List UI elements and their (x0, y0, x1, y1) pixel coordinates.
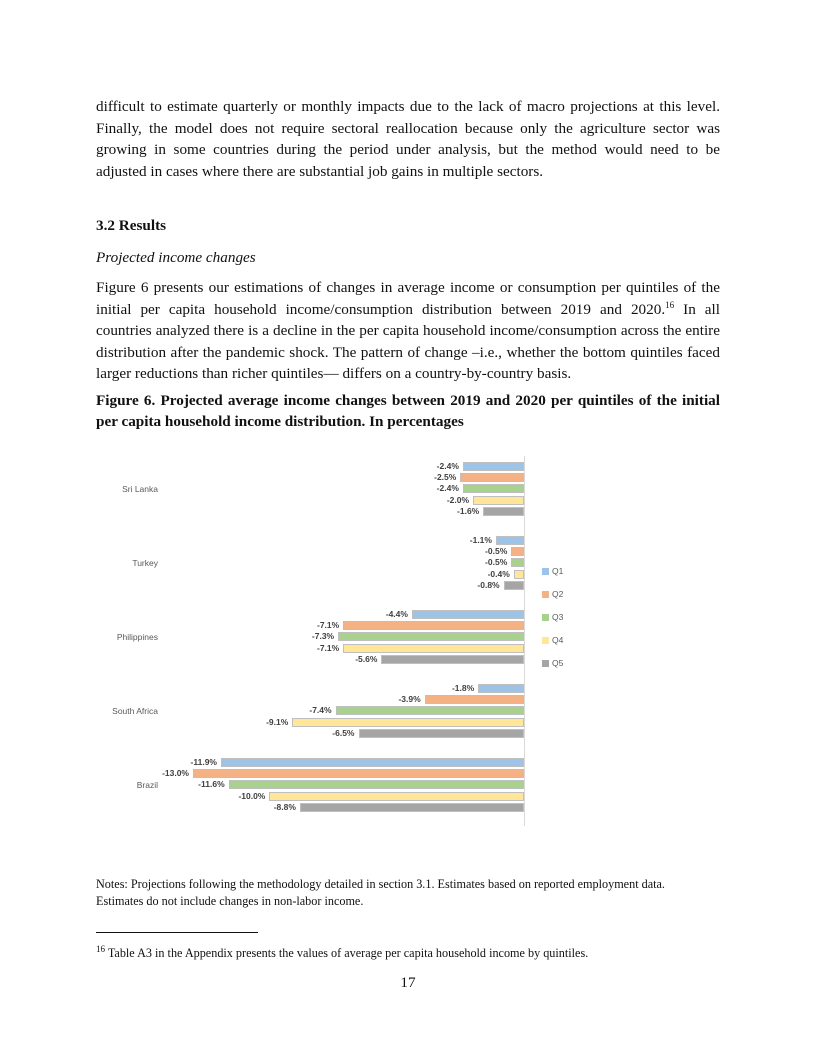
bar-q1 (478, 684, 524, 693)
bar-q2 (343, 621, 524, 630)
category-label: South Africa (112, 706, 158, 716)
data-label: -10.0% (238, 790, 266, 801)
bar-q5 (483, 507, 524, 516)
bar-q2 (193, 769, 524, 778)
results-paragraph (96, 277, 720, 385)
category-label: Brazil (136, 780, 158, 790)
footnote (96, 943, 589, 961)
intro-paragraph (96, 96, 720, 182)
data-label: -7.1% (317, 642, 340, 653)
data-label: -7.1% (317, 620, 340, 631)
category-label: Turkey (132, 558, 158, 568)
data-label: -0.5% (485, 557, 508, 568)
bar-q3 (463, 484, 524, 493)
category-label: Philippines (116, 632, 158, 642)
legend-item-q5 (542, 658, 563, 668)
data-label: -1.8% (451, 683, 475, 693)
chart-zero-axis (524, 456, 525, 826)
page-number: 17 (400, 974, 416, 991)
bar-q5 (504, 581, 524, 590)
bar-q4 (292, 718, 524, 727)
bar-q2 (511, 547, 524, 556)
notes-line-2: Estimates do not include changes in non-labor income. (96, 894, 364, 908)
bar-q3 (511, 558, 524, 567)
data-label: -1.1% (469, 535, 492, 545)
data-label: -2.5% (434, 472, 457, 483)
intro-line: growing in some countries during the period under analysis, but the method would need to be (96, 141, 720, 158)
legend-swatch-icon (542, 614, 549, 621)
intro-line: difficult to estimate quarterly or monthly impacts due to the lack of macro projections at this level. (96, 98, 720, 115)
subsection-heading: Projected income changes (96, 249, 256, 266)
legend-swatch-icon (542, 591, 549, 598)
legend-item-q2 (542, 589, 563, 599)
bar-q4 (343, 644, 524, 653)
bar-chart (96, 448, 616, 828)
data-label: -0.4% (487, 568, 510, 579)
data-label: -0.8% (477, 579, 500, 590)
data-label: -2.4% (436, 461, 459, 471)
figure-notes (96, 876, 736, 910)
results-text-part2: In all countries analyzed there is a decline in the per capita household income/consumption across the entire distribution after the pandemic shock. The pattern of change –i.e., whether the bottom quintiles faced larger reductions than richer quintiles— differs on a country-by-country basis. (96, 300, 720, 382)
bar-q1 (496, 536, 524, 545)
data-label: -2.4% (436, 483, 459, 494)
bar-q5 (359, 729, 525, 738)
footnote-divider (96, 932, 258, 933)
bar-q5 (381, 655, 524, 664)
intro-line: Finally, the model does not require sectoral reallocation because only the agriculture sector was (96, 119, 720, 137)
legend-label: Q1 (552, 566, 564, 576)
bar-q4 (269, 792, 524, 801)
bar-q3 (336, 706, 524, 715)
data-label: -4.4% (385, 609, 408, 619)
bar-q3 (229, 780, 524, 789)
data-label: -0.5% (485, 546, 508, 557)
bar-q1 (412, 610, 524, 619)
notes-line-1: Notes: Projections following the methodology detailed in section 3.1. Estimates based on reported employment data. (96, 877, 665, 891)
data-label: -3.9% (398, 694, 421, 705)
data-label: -8.8% (273, 801, 296, 812)
results-text-part1: Figure 6 presents our estimations of changes in average income or consumption per quintiles of the initial per capita household income/consumption distribution between 2019 and 2020. (96, 279, 720, 318)
data-label: -11.6% (198, 779, 225, 790)
data-label: -7.3% (311, 631, 335, 642)
legend-swatch-icon (542, 568, 549, 575)
bar-q1 (221, 758, 524, 767)
bar-q2 (460, 473, 524, 482)
footnote-text: Table A3 in the Appendix presents the values of average per capita household income by quintiles. (105, 946, 589, 960)
data-label: -2.0% (446, 494, 470, 505)
bar-q1 (463, 462, 524, 471)
bar-q4 (514, 570, 524, 579)
data-label: -13.0% (162, 768, 189, 779)
data-label: -9.1% (266, 716, 289, 727)
legend-label: Q5 (552, 658, 564, 668)
data-label: -7.4% (309, 705, 332, 716)
data-label: -6.5% (332, 727, 355, 738)
legend-label: Q2 (552, 589, 564, 599)
bar-q5 (300, 803, 524, 812)
data-label: -11.9% (190, 757, 217, 767)
figure-title: Figure 6. Projected average income changes between 2019 and 2020 per quintiles of the initial per capita household income distribution. In percentages (96, 392, 720, 430)
legend-label: Q3 (552, 612, 564, 622)
legend-item-q1 (542, 566, 563, 576)
bar-q4 (473, 496, 524, 505)
bar-q2 (425, 695, 524, 704)
legend-swatch-icon (542, 637, 549, 644)
legend-label: Q4 (552, 635, 564, 645)
legend-swatch-icon (542, 660, 549, 667)
data-label: -1.6% (457, 505, 480, 516)
data-label: -5.6% (355, 653, 378, 664)
footnote-number: 16 (96, 943, 105, 954)
intro-line: adjusted in cases where there are substantial job gains in multiple sectors. (96, 162, 544, 180)
legend-item-q3 (542, 612, 563, 622)
bar-q3 (338, 632, 524, 641)
legend-item-q4 (542, 635, 563, 645)
category-label: Sri Lanka (122, 484, 158, 494)
footnote-ref[interactable]: 16 (665, 299, 675, 310)
section-heading: 3.2 Results (96, 217, 167, 234)
